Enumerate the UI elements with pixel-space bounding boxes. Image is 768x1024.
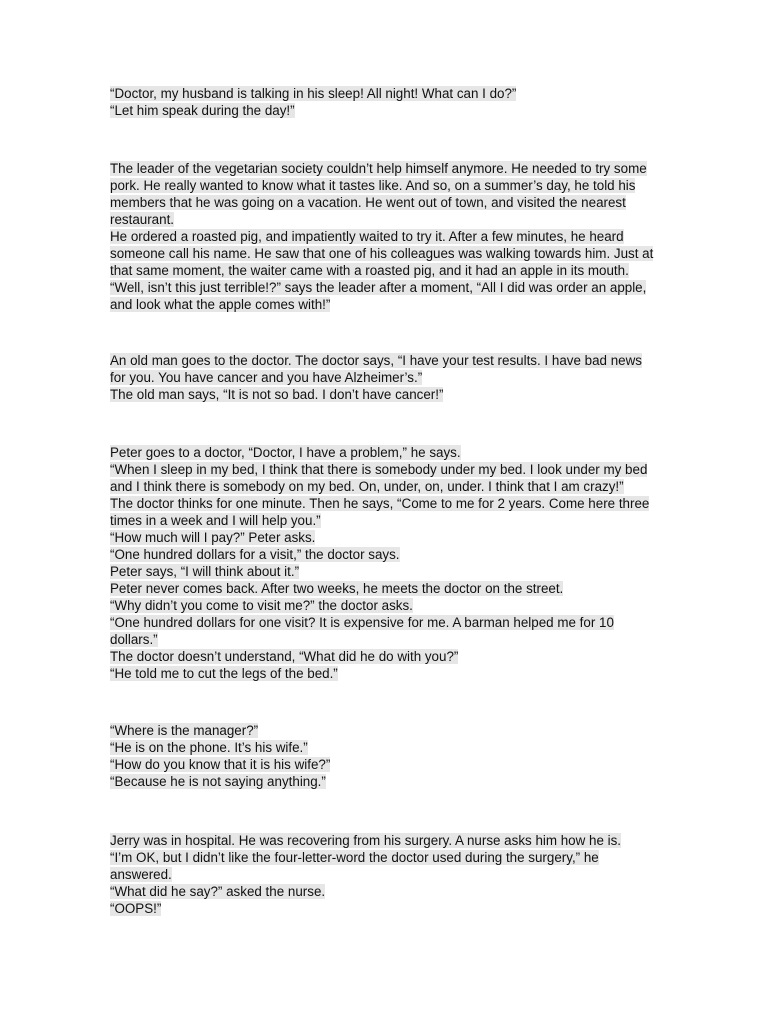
paragraph: “OOPS!” xyxy=(110,901,162,916)
paragraph: Peter never comes back. After two weeks, he meets the doctor on the street. xyxy=(110,581,564,596)
paragraph: “I’m OK, but I didn’t like the four-letter-word the doctor used during the surgery,” he answered. xyxy=(110,850,599,882)
paragraph: The old man says, “It is not so bad. I don’t have cancer!” xyxy=(110,387,444,402)
paragraph: “What did he say?” asked the nurse. xyxy=(110,884,326,899)
joke-vegetarian xyxy=(110,160,658,313)
paragraph: The doctor doesn’t understand, “What did he do with you?” xyxy=(110,649,459,664)
paragraph: Peter says, “I will think about it.” xyxy=(110,564,300,579)
paragraph: “Because he is not saying anything.” xyxy=(110,774,326,789)
paragraph: “How do you know that it is his wife?” xyxy=(110,757,331,772)
joke-jerry-hospital xyxy=(110,832,658,917)
paragraph: “Why didn’t you come to visit me?” the doctor asks. xyxy=(110,598,413,613)
paragraph: An old man goes to the doctor. The doctor says, “I have your test results. I have bad news for you. You have cancer and you have Alzheimer’s.” xyxy=(110,353,642,385)
joke-old-man xyxy=(110,352,658,403)
paragraph: “When I sleep in my bed, I think that there is somebody under my bed. I look under my bed and I think there is somebody on my bed. On, under, on, under. I think that I am crazy!” xyxy=(110,462,648,494)
paragraph: “He is on the phone. It’s his wife.” xyxy=(110,740,308,755)
paragraph: “One hundred dollars for a visit,” the doctor says. xyxy=(110,547,400,562)
paragraph: “Doctor, my husband is talking in his sleep! All night! What can I do?” xyxy=(110,86,517,101)
paragraph: “Where is the manager?” xyxy=(110,723,259,738)
joke-manager xyxy=(110,722,658,790)
paragraph: “One hundred dollars for one visit? It is expensive for me. A barman helped me for 10 dollars.” xyxy=(110,615,614,647)
paragraph: “How much will I pay?” Peter asks. xyxy=(110,530,316,545)
paragraph: He ordered a roasted pig, and impatiently waited to try it. After a few minutes, he heard someone call his name. He saw that one of his colleagues was walking towards him. Just at that same moment, the waiter came with a roasted pig, and it had an apple in its mouth. xyxy=(110,229,654,278)
joke-peter-doctor xyxy=(110,444,658,682)
paragraph: The doctor thinks for one minute. Then he says, “Come to me for 2 years. Come here three times in a week and I will help you.” xyxy=(110,496,650,528)
paragraph: Peter goes to a doctor, “Doctor, I have a problem,” he says. xyxy=(110,445,461,460)
paragraph: The leader of the vegetarian society couldn’t help himself anymore. He needed to try some pork. He really wanted to know what it tastes like. And so, on a summer’s day, he told his members that he was going on a vacation. He went out of town, and visited the nearest restaurant. xyxy=(110,161,647,227)
paragraph: “Let him speak during the day!” xyxy=(110,103,295,118)
paragraph: “Well, isn’t this just terrible!?” says the leader after a moment, “All I did was order an apple, and look what the apple comes with!” xyxy=(110,280,647,312)
paragraph: “He told me to cut the legs of the bed.” xyxy=(110,666,338,681)
joke-sleep-talking xyxy=(110,85,658,119)
paragraph: Jerry was in hospital. He was recovering from his surgery. A nurse asks him how he is. xyxy=(110,833,622,848)
